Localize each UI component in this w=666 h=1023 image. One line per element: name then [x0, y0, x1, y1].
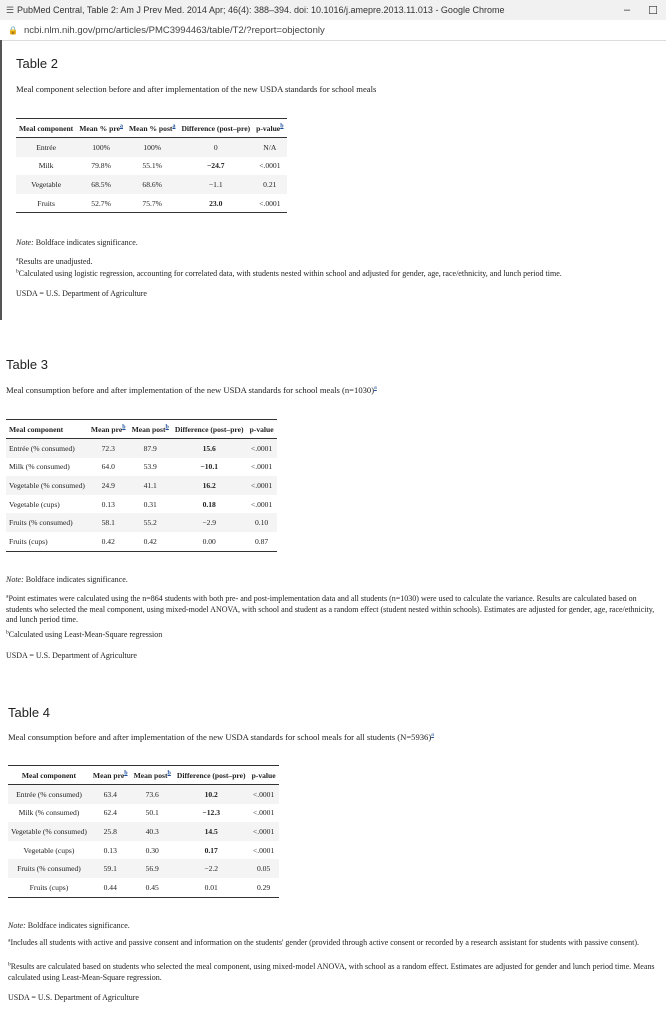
- table2-heading: Table 2: [16, 56, 58, 71]
- header-footnote-link[interactable]: b: [124, 769, 128, 776]
- table-cell: Vegetable (cups): [23, 845, 75, 855]
- table-row: [8, 822, 279, 841]
- header-footnote-link[interactable]: b: [280, 122, 284, 129]
- address-bar[interactable]: [0, 20, 666, 41]
- column-header-label: Mean post: [131, 424, 166, 434]
- table4-footnote-b: [8, 962, 660, 983]
- column-header: [8, 766, 90, 785]
- table-cell: −24.7: [206, 161, 225, 171]
- column-header: [126, 119, 178, 138]
- table-row: [6, 476, 277, 495]
- table-cell: 72.3: [88, 439, 129, 458]
- table4-usda: USDA = U.S. Department of Agriculture: [8, 993, 139, 1002]
- table-cell: 0: [178, 138, 253, 157]
- table-cell: <.0001: [247, 476, 277, 495]
- table-row: [6, 495, 277, 514]
- column-header-label: Mean pre: [90, 424, 123, 434]
- table-cell: 0.18: [202, 499, 216, 509]
- table-cell: <.0001: [249, 822, 279, 841]
- table3: [6, 419, 277, 552]
- note-text: Boldface indicates significance.: [25, 921, 130, 930]
- table-cell: Milk (% consumed): [9, 462, 70, 472]
- note-text: Boldface indicates significance.: [23, 575, 128, 584]
- table-cell: <.0001: [253, 194, 286, 213]
- table-row: [8, 841, 279, 860]
- table2-footnote-b: [16, 269, 661, 280]
- table-cell: Milk (% consumed): [18, 808, 80, 818]
- table-cell: 87.9: [129, 439, 172, 458]
- table-row: [8, 785, 279, 804]
- footnote-text: Calculated using logistic regression, accounting for correlated data, with students nested within school and adjusted for gender, age, race/ethnicity, and lunch period time.: [18, 269, 562, 278]
- table-cell: <.0001: [247, 439, 277, 458]
- minimize-button[interactable]: –: [623, 4, 631, 16]
- table-row: [16, 138, 287, 157]
- window-titlebar: [0, 0, 666, 20]
- table-cell: 24.9: [88, 476, 129, 495]
- table-row: [16, 157, 287, 176]
- column-header: [6, 420, 88, 439]
- table-row: [8, 859, 279, 878]
- table-cell: 0.13: [103, 845, 117, 855]
- table-cell: 0.21: [253, 175, 286, 194]
- lock-icon[interactable]: 🔒: [8, 25, 18, 35]
- column-header-label: Difference (post–pre): [174, 424, 244, 434]
- left-border: [0, 40, 2, 320]
- table-cell: 59.1: [90, 859, 131, 878]
- table3-caption: [6, 385, 377, 395]
- column-header: [247, 420, 277, 439]
- header-footnote-link[interactable]: a: [172, 122, 176, 129]
- table-cell: <.0001: [259, 161, 281, 171]
- table-row: [16, 175, 287, 194]
- column-header-label: Mean pre: [92, 770, 125, 780]
- table-cell: 14.5: [174, 822, 249, 841]
- caption-footnote-link[interactable]: a: [374, 385, 377, 392]
- table-cell: 23.0: [178, 194, 253, 213]
- table-cell: <.0001: [250, 499, 273, 509]
- header-footnote-link[interactable]: b: [167, 769, 171, 776]
- column-header: [16, 119, 76, 138]
- table4: [8, 765, 279, 898]
- column-header-label: Mean % post: [128, 123, 173, 133]
- column-header: [172, 420, 247, 439]
- table-cell: 0.13: [101, 499, 115, 509]
- footnote-mark: b: [16, 268, 19, 275]
- table-cell: 50.1: [145, 808, 159, 818]
- table-row: [8, 878, 279, 897]
- table-cell: 0.17: [204, 845, 218, 855]
- table-cell: 0.42: [88, 532, 129, 551]
- table4-caption: [8, 732, 434, 742]
- column-header: [129, 420, 172, 439]
- table-cell: Fruits (cups): [6, 532, 88, 551]
- table3-footnote-b: [6, 630, 162, 641]
- table-row: [6, 439, 277, 458]
- table-cell: 68.5%: [76, 175, 126, 194]
- table4-footnote-a: [8, 938, 660, 949]
- window-title: PubMed Central, Table 2: Am J Prev Med. 2014 Apr; 46(4): 388–394. doi: 10.1016/j.amepre.2013.11.013 - Google Chrome: [17, 5, 505, 15]
- table-cell: Vegetable (% consumed): [6, 476, 88, 495]
- table2-footnote-a: [16, 257, 656, 268]
- table2: [16, 118, 287, 213]
- table-cell: Fruits (% consumed): [8, 859, 90, 878]
- column-header: [174, 766, 249, 785]
- footnote-mark: a: [16, 256, 19, 263]
- table-cell: Entrée: [16, 138, 76, 157]
- table-cell: 15.6: [172, 439, 247, 458]
- table3-footnote-a: [6, 594, 658, 626]
- table-cell: 52.7%: [76, 194, 126, 213]
- table-cell: Fruits (cups): [8, 878, 90, 897]
- table-cell: 55.1%: [142, 161, 163, 171]
- caption-footnote-link[interactable]: a: [431, 732, 434, 739]
- table3-usda: USDA = U.S. Department of Agriculture: [6, 651, 137, 660]
- header-footnote-link[interactable]: b: [165, 423, 169, 430]
- table-cell: Fruits (% consumed): [6, 513, 88, 532]
- table-cell: 16.2: [172, 476, 247, 495]
- table-cell: 63.4: [90, 785, 131, 804]
- table-cell: Entrée (% consumed): [8, 785, 90, 804]
- table-cell: 25.8: [90, 822, 131, 841]
- footnote-mark: b: [8, 961, 11, 968]
- table-cell: Vegetable (% consumed): [8, 822, 90, 841]
- table-cell: 0.00: [172, 532, 247, 551]
- table-row: [16, 194, 287, 213]
- table2-note: [16, 238, 138, 249]
- table-cell: 0.05: [249, 859, 279, 878]
- table2-usda: USDA = U.S. Department of Agriculture: [16, 289, 147, 298]
- table-row: [8, 804, 279, 823]
- table-cell: 62.4: [103, 808, 117, 818]
- column-header-label: p-value: [256, 123, 281, 133]
- column-header-label: Meal component: [19, 123, 74, 133]
- table-cell: 100%: [126, 138, 178, 157]
- note-label: Note:: [16, 238, 34, 247]
- table4-note: [8, 921, 130, 932]
- column-header: [253, 119, 286, 138]
- table-cell: Entrée (% consumed): [6, 439, 88, 458]
- column-header: [131, 766, 174, 785]
- table-cell: <.0001: [252, 808, 275, 818]
- column-header: [249, 766, 279, 785]
- table-cell: 40.3: [131, 822, 174, 841]
- caption-text: Meal consumption before and after implementation of the new USDA standards for school meals (n=1030): [6, 385, 375, 395]
- table-cell: 0.01: [174, 878, 249, 897]
- table-cell: N/A: [253, 138, 286, 157]
- column-header-label: Meal component: [9, 424, 64, 434]
- table-cell: 0.45: [131, 878, 174, 897]
- table-cell: 10.2: [174, 785, 249, 804]
- column-header-label: p-value: [249, 424, 274, 434]
- footnote-mark: b: [6, 629, 9, 636]
- maximize-button[interactable]: ☐: [648, 4, 658, 17]
- table-cell: 53.9: [143, 462, 157, 472]
- table-cell: −10.1: [200, 462, 219, 472]
- header-footnote-link[interactable]: b: [122, 423, 126, 430]
- footnote-mark: a: [6, 593, 9, 600]
- table-row: [6, 532, 277, 551]
- table-cell: 0.87: [247, 532, 277, 551]
- table-cell: 0.31: [143, 499, 157, 509]
- footnote-text: Results are calculated based on students who selected the meal component, using mixed-model ANOVA, with school as a random effect. Estimates are adjusted for gender and lunch period time. Means calculated using Least-Mean-Square regression.: [8, 962, 655, 982]
- table-cell: <.0001: [250, 462, 273, 472]
- table-cell: <.0001: [252, 845, 275, 855]
- column-header: [88, 420, 129, 439]
- table-row: [6, 458, 277, 477]
- table-cell: 75.7%: [126, 194, 178, 213]
- table-cell: 0.30: [145, 845, 159, 855]
- table-cell: 58.1: [88, 513, 129, 532]
- caption-text: Meal consumption before and after implementation of the new USDA standards for school meals for all students (N=5936): [8, 732, 432, 742]
- note-label: Note:: [6, 575, 24, 584]
- table-cell: Fruits: [16, 194, 76, 213]
- column-header-label: Meal component: [21, 770, 77, 780]
- table-cell: Vegetable: [16, 175, 76, 194]
- table-cell: 79.8%: [91, 161, 111, 171]
- column-header: [178, 119, 253, 138]
- footnote-text: Point estimates were calculated using the n=864 students with both pre- and post-implementation data and all students (n=1030) were used to calculate the variance. Results are calculated based on students who selected the meal component, using mixed-model ANOVA, with school and student as a random effect (student nested within schools). Estimates are adjusted for gender, age, race/ethnicity, and lunch period time.: [6, 594, 655, 624]
- column-header-label: p-value: [251, 770, 276, 780]
- table-cell: 41.1: [129, 476, 172, 495]
- pmc-app-icon: ☰: [5, 4, 15, 15]
- table-cell: 56.9: [131, 859, 174, 878]
- table-cell: 0.10: [247, 513, 277, 532]
- table-cell: −12.3: [202, 808, 221, 818]
- table-cell: −2.9: [172, 513, 247, 532]
- address-url[interactable]: ncbi.nlm.nih.gov/pmc/articles/PMC3994463/table/T2/?report=objectonly: [24, 24, 325, 36]
- table-cell: −1.1: [178, 175, 253, 194]
- table3-note: [6, 575, 128, 586]
- table4-heading: Table 4: [8, 705, 50, 720]
- table-cell: 0.44: [90, 878, 131, 897]
- column-header-label: Difference (post–pre): [181, 123, 251, 133]
- footnote-mark: a: [8, 937, 11, 944]
- column-header-label: Mean post: [133, 770, 168, 780]
- table-cell: 0.42: [129, 532, 172, 551]
- table-cell: 55.2: [129, 513, 172, 532]
- table-cell: Milk: [38, 161, 54, 171]
- column-header: [90, 766, 131, 785]
- table-cell: 73.6: [131, 785, 174, 804]
- footnote-text: Calculated using Least-Mean-Square regression: [8, 630, 163, 639]
- footnote-text: Results are unadjusted.: [18, 257, 93, 266]
- note-text: Boldface indicates significance.: [33, 238, 138, 247]
- table-row: [6, 513, 277, 532]
- footnote-text: Includes all students with active and passive consent and information on the students' gender (provided through active consent or recorded by a research assistant for students with passive consent).: [10, 938, 640, 947]
- table-cell: −2.2: [174, 859, 249, 878]
- column-header-label: Difference (post–pre): [176, 770, 246, 780]
- note-label: Note:: [8, 921, 26, 930]
- table-cell: 64.0: [101, 462, 115, 472]
- table-cell: 0.29: [249, 878, 279, 897]
- table-cell: 68.6%: [126, 175, 178, 194]
- table3-heading: Table 3: [6, 357, 48, 372]
- header-footnote-link[interactable]: a: [119, 122, 123, 129]
- table-cell: <.0001: [249, 785, 279, 804]
- table-cell: 100%: [76, 138, 126, 157]
- table2-caption: Meal component selection before and after implementation of the new USDA standards for school meals: [16, 84, 377, 94]
- column-header: [76, 119, 126, 138]
- table-cell: Vegetable (cups): [9, 499, 60, 509]
- column-header-label: Mean % pre: [79, 123, 120, 133]
